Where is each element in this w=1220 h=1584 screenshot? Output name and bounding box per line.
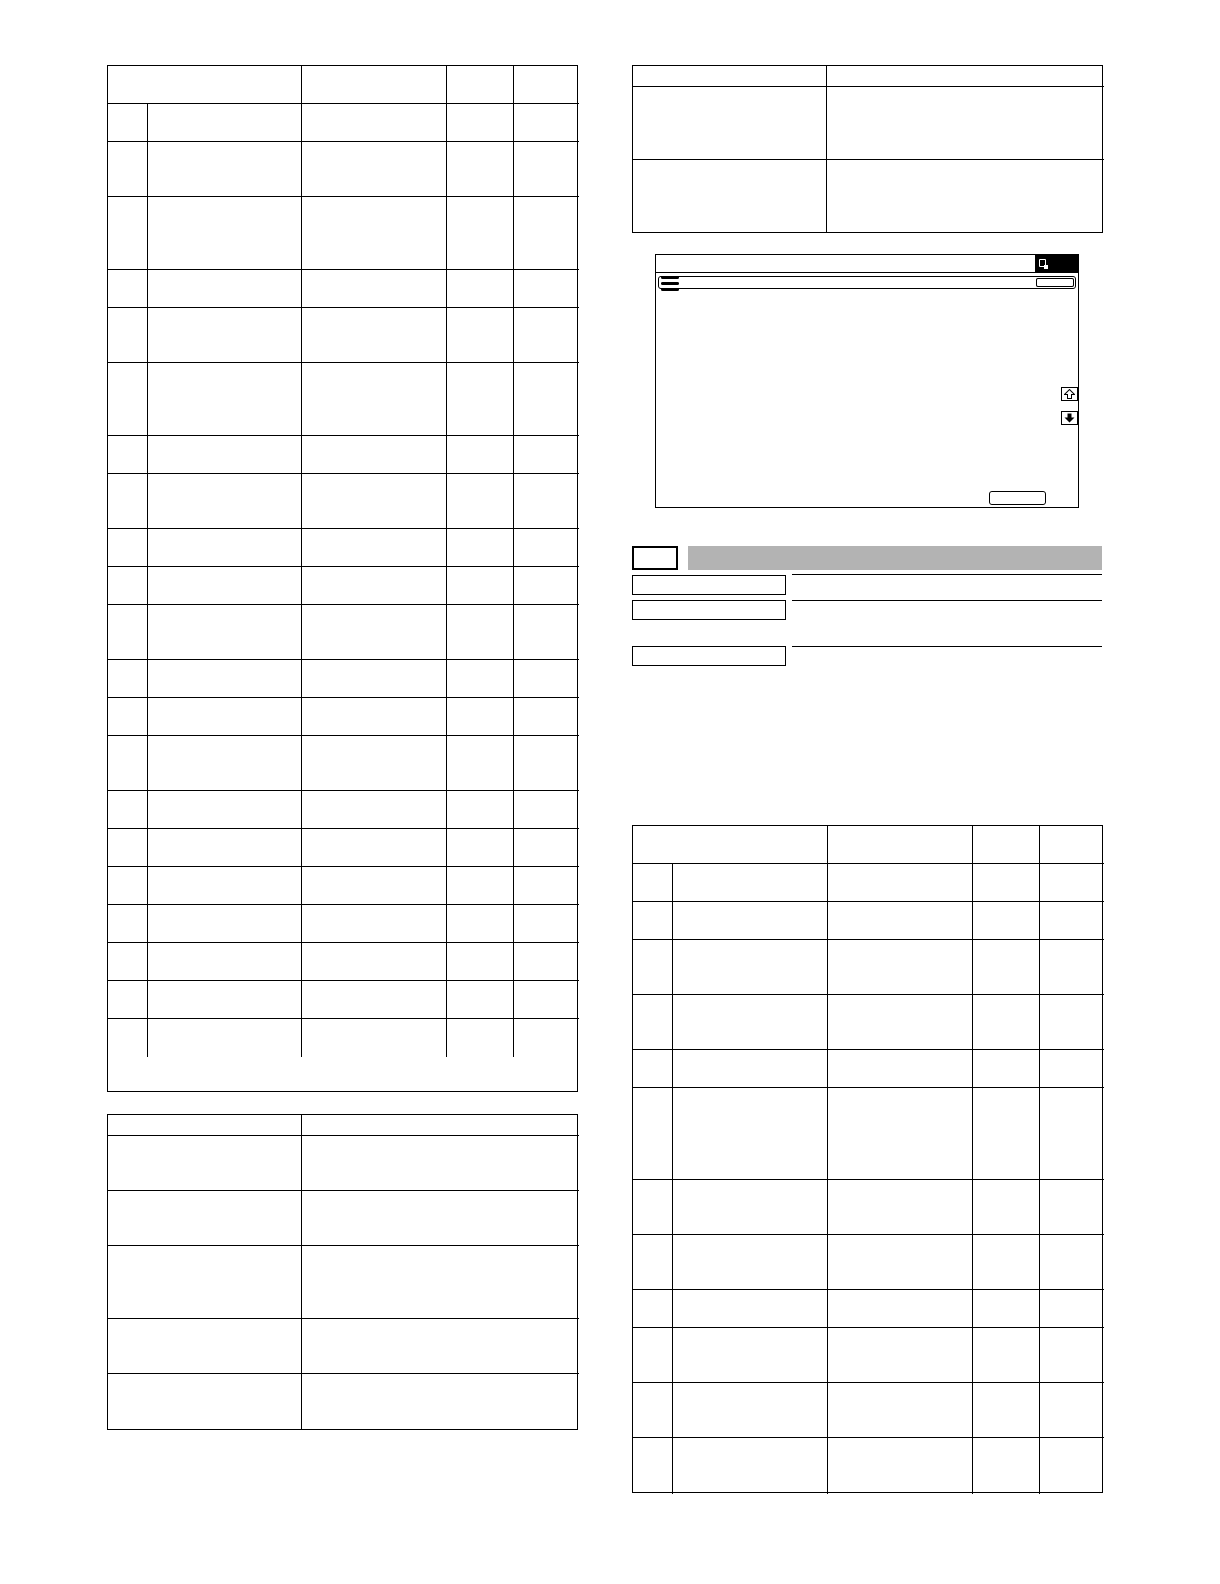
- table-cell: [447, 197, 514, 270]
- table-cell: [148, 104, 302, 142]
- table-cell: [302, 1115, 579, 1136]
- table-cell: [302, 791, 447, 829]
- table-cell: [148, 905, 302, 943]
- label-box-function: [632, 600, 786, 620]
- table-cell: [108, 905, 148, 943]
- copy-mode-icon[interactable]: [1035, 255, 1078, 272]
- table-cell: [1040, 1088, 1104, 1180]
- table-cell: [302, 436, 447, 474]
- spec-table-left: [107, 1114, 578, 1430]
- table-cell: [108, 867, 148, 905]
- table-cell: [302, 736, 447, 791]
- table-cell: [447, 660, 514, 698]
- table-cell: [148, 736, 302, 791]
- table-cell: [302, 567, 447, 605]
- table-cell: [108, 197, 148, 270]
- table-cell: [302, 1319, 579, 1374]
- table-cell: [447, 474, 514, 529]
- table-header-item: [633, 826, 828, 864]
- table-cell: [302, 197, 447, 270]
- table-cell: [633, 1235, 673, 1290]
- table-cell: [302, 308, 447, 363]
- table-cell: [148, 791, 302, 829]
- table-cell: [828, 1235, 973, 1290]
- spec-table-right: [632, 65, 1103, 233]
- table-cell: [447, 943, 514, 981]
- table-cell: [148, 698, 302, 736]
- table-cell: [302, 474, 447, 529]
- table-cell: [148, 981, 302, 1019]
- table-cell: [148, 197, 302, 270]
- table-cell: [108, 529, 148, 567]
- table-cell: [973, 1328, 1040, 1383]
- table-cell: [447, 436, 514, 474]
- table-cell: [108, 363, 148, 436]
- table-cell: [633, 1290, 673, 1328]
- table-cell: [673, 1438, 828, 1494]
- table-cell: [302, 867, 447, 905]
- table-cell: [673, 864, 828, 902]
- table-cell: [673, 1328, 828, 1383]
- table-cell: [1040, 1235, 1104, 1290]
- table-cell: [1040, 902, 1104, 940]
- table-cell: [973, 1180, 1040, 1235]
- table-cell: [973, 1438, 1040, 1494]
- table-cell: [108, 308, 148, 363]
- table-cell: [148, 1019, 302, 1057]
- table-cell: [514, 698, 579, 736]
- table-cell: [148, 605, 302, 660]
- lcd-screen: [655, 254, 1079, 508]
- table-cell: [148, 829, 302, 867]
- table-cell: [302, 905, 447, 943]
- table-cell: [633, 940, 673, 995]
- table-cell: [1040, 1290, 1104, 1328]
- table-cell: [148, 363, 302, 436]
- table-cell: [828, 1088, 973, 1180]
- table-cell: [673, 1383, 828, 1438]
- table-cell: [828, 1328, 973, 1383]
- table-cell: [447, 363, 514, 436]
- table-cell: [148, 529, 302, 567]
- table-cell: [108, 142, 148, 197]
- table-cell: [633, 1050, 673, 1088]
- table-cell: [447, 270, 514, 308]
- table-cell: [1040, 1328, 1104, 1383]
- table-cell: [148, 308, 302, 363]
- table-cell: [514, 474, 579, 529]
- table-cell: [447, 142, 514, 197]
- table-cell: [302, 1246, 579, 1319]
- table-cell: [973, 864, 1040, 902]
- table-cell: [108, 1246, 302, 1319]
- table-cell: [514, 104, 579, 142]
- table-cell: [108, 1019, 148, 1057]
- table-header-item: [108, 66, 302, 104]
- table-cell: [1040, 1050, 1104, 1088]
- table-cell: [633, 66, 827, 87]
- table-cell: [447, 829, 514, 867]
- table-cell: [108, 605, 148, 660]
- table-cell: [148, 943, 302, 981]
- table-cell: [514, 736, 579, 791]
- scroll-down-icon: [1064, 413, 1075, 423]
- table-cell: [447, 867, 514, 905]
- table-cell: [633, 1088, 673, 1180]
- label-box-purpose: [632, 575, 786, 595]
- table-cell: [108, 1374, 302, 1429]
- table-cell: [633, 864, 673, 902]
- table-cell: [302, 1191, 579, 1246]
- table-cell: [514, 905, 579, 943]
- table-cell: [447, 104, 514, 142]
- rule-line: [792, 646, 1102, 647]
- table-cell: [447, 1019, 514, 1057]
- table-cell: [108, 104, 148, 142]
- table-cell: [108, 791, 148, 829]
- table-cell: [514, 270, 579, 308]
- table-cell: [633, 1438, 673, 1494]
- table-cell: [148, 867, 302, 905]
- table-cell: [973, 1290, 1040, 1328]
- table-cell: [633, 1328, 673, 1383]
- table-cell: [302, 943, 447, 981]
- table-cell: [514, 567, 579, 605]
- table-cell: [1040, 940, 1104, 995]
- table-cell: [302, 698, 447, 736]
- table-cell: [302, 270, 447, 308]
- main-table-left: [107, 65, 578, 1092]
- rule-line: [792, 600, 1102, 601]
- table-cell: [148, 474, 302, 529]
- table-cell: [514, 436, 579, 474]
- table-cell: [673, 995, 828, 1050]
- screen-path-bar: [658, 276, 1076, 289]
- table-cell: [108, 981, 148, 1019]
- table-cell: [302, 142, 447, 197]
- table-header-setting-range: [447, 66, 514, 104]
- table-cell: [302, 829, 447, 867]
- ok-button[interactable]: [989, 491, 1046, 505]
- table-cell: [302, 104, 447, 142]
- table-cell: [1040, 1438, 1104, 1494]
- table-cell: [633, 902, 673, 940]
- table-cell: [973, 902, 1040, 940]
- table-cell: [514, 529, 579, 567]
- table-cell: [973, 995, 1040, 1050]
- table-cell: [1040, 995, 1104, 1050]
- table-cell: [1040, 864, 1104, 902]
- scroll-up-button[interactable]: [1061, 387, 1078, 401]
- table-cell: [828, 995, 973, 1050]
- table-cell: [673, 1290, 828, 1328]
- table-cell: [828, 902, 973, 940]
- table-cell: [302, 1374, 579, 1429]
- main-table-right: [632, 825, 1103, 1493]
- table-cell: [973, 1088, 1040, 1180]
- table-cell: [514, 308, 579, 363]
- table-header-default: [1040, 826, 1104, 864]
- table-cell: [302, 1019, 447, 1057]
- table-cell: [108, 660, 148, 698]
- table-cell: [973, 1383, 1040, 1438]
- table-cell: [633, 995, 673, 1050]
- table-cell: [827, 160, 1104, 233]
- table-cell: [514, 867, 579, 905]
- table-header-content: [302, 66, 447, 104]
- section-code-box: [632, 546, 678, 570]
- path-button[interactable]: [1036, 278, 1074, 287]
- table-cell: [514, 197, 579, 270]
- table-cell: [108, 474, 148, 529]
- table-cell: [828, 1180, 973, 1235]
- table-cell: [514, 605, 579, 660]
- table-cell: [108, 1115, 302, 1136]
- table-cell: [148, 567, 302, 605]
- table-cell: [514, 943, 579, 981]
- table-cell: [302, 660, 447, 698]
- table-cell: [108, 436, 148, 474]
- table-cell: [108, 736, 148, 791]
- table-cell: [302, 529, 447, 567]
- table-header-setting-range: [973, 826, 1040, 864]
- table-cell: [302, 1136, 579, 1191]
- table-cell: [633, 1383, 673, 1438]
- table-cell: [108, 829, 148, 867]
- table-cell: [447, 698, 514, 736]
- table-cell: [828, 1050, 973, 1088]
- table-cell: [633, 160, 827, 233]
- table-cell: [973, 940, 1040, 995]
- table-cell: [514, 791, 579, 829]
- table-cell: [148, 436, 302, 474]
- table-cell: [447, 605, 514, 660]
- table-cell: [302, 605, 447, 660]
- table-cell: [633, 1180, 673, 1235]
- scroll-down-button[interactable]: [1061, 411, 1078, 425]
- table-cell: [1040, 1180, 1104, 1235]
- table-cell: [148, 270, 302, 308]
- table-cell: [514, 1019, 579, 1057]
- table-cell: [828, 940, 973, 995]
- table-cell: [447, 567, 514, 605]
- table-cell: [514, 142, 579, 197]
- table-cell: [633, 87, 827, 160]
- table-cell: [673, 1180, 828, 1235]
- scroll-up-icon: [1064, 389, 1075, 399]
- table-cell: [447, 736, 514, 791]
- table-cell: [828, 864, 973, 902]
- table-cell: [447, 905, 514, 943]
- table-cell: [108, 567, 148, 605]
- table-cell: [1040, 1383, 1104, 1438]
- table-cell: [673, 1235, 828, 1290]
- screen-title: [656, 258, 664, 273]
- table-cell: [108, 1136, 302, 1191]
- table-cell: [673, 940, 828, 995]
- table-cell: [108, 1319, 302, 1374]
- table-cell: [447, 791, 514, 829]
- table-cell: [447, 981, 514, 1019]
- table-cell: [828, 1290, 973, 1328]
- table-cell: [108, 698, 148, 736]
- table-cell: [302, 981, 447, 1019]
- table-cell: [148, 660, 302, 698]
- table-cell: [514, 981, 579, 1019]
- table-cell: [673, 1050, 828, 1088]
- table-cell: [302, 363, 447, 436]
- table-cell: [827, 66, 1104, 87]
- table-cell: [108, 1191, 302, 1246]
- table-cell: [108, 270, 148, 308]
- table-cell: [447, 529, 514, 567]
- table-header-content: [828, 826, 973, 864]
- table-cell: [148, 142, 302, 197]
- table-cell: [108, 943, 148, 981]
- table-cell: [827, 87, 1104, 160]
- table-cell: [673, 1088, 828, 1180]
- screen-title-bar: [656, 255, 1078, 273]
- menu-icon[interactable]: [661, 276, 679, 293]
- table-cell: [973, 1050, 1040, 1088]
- table-cell: [447, 308, 514, 363]
- table-cell: [673, 902, 828, 940]
- table-header-default: [514, 66, 579, 104]
- table-cell: [828, 1383, 973, 1438]
- table-cell: [514, 829, 579, 867]
- section-title-band: [688, 546, 1102, 570]
- label-box-operation: [632, 646, 786, 666]
- table-cell: [514, 660, 579, 698]
- table-cell: [973, 1235, 1040, 1290]
- table-cell: [828, 1438, 973, 1494]
- table-cell: [514, 363, 579, 436]
- rule-line: [792, 574, 1102, 575]
